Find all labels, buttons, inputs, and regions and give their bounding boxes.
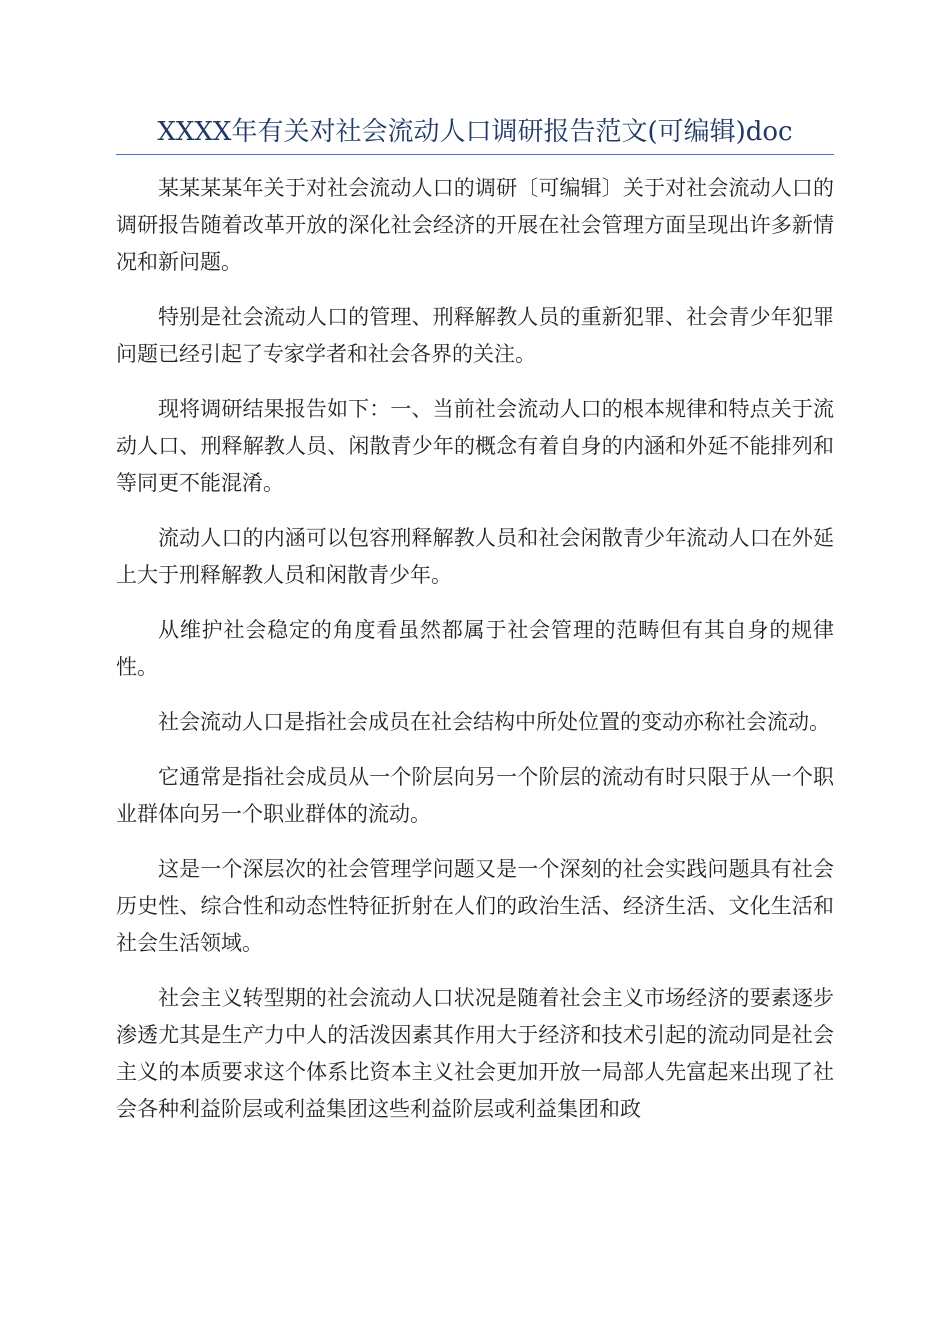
paragraph-4: 流动人口的内涵可以包容刑释解教人员和社会闲散青少年流动人口在外延上大于刑释解教人员和闲散青少年。 bbox=[116, 526, 834, 587]
paragraph-7: 它通常是指社会成员从一个阶层向另一个阶层的流动有时只限于从一个职业群体向另一个职业群体的流动。 bbox=[116, 765, 834, 826]
title-underline bbox=[116, 154, 834, 155]
paragraph-1: 某某某某年关于对社会流动人口的调研〔可编辑〕关于对社会流动人口的调研报告随着改革开放的深化社会经济的开展在社会管理方面呈现出许多新情况和新问题。 bbox=[116, 176, 834, 274]
paragraph-5: 从维护社会稳定的角度看虽然都属于社会管理的范畴但有其自身的规律性。 bbox=[116, 618, 834, 679]
paragraph-8: 这是一个深层次的社会管理学问题又是一个深刻的社会实践问题具有社会历史性、综合性和动态性特征折射在人们的政治生活、经济生活、文化生活和社会生活领域。 bbox=[116, 857, 834, 955]
paragraph-2: 特别是社会流动人口的管理、刑释解教人员的重新犯罪、社会青少年犯罪问题已经引起了专家学者和社会各界的关注。 bbox=[116, 305, 834, 366]
document-body bbox=[116, 170, 834, 1146]
paragraph-6: 社会流动人口是指社会成员在社会结构中所处位置的变动亦称社会流动。 bbox=[158, 710, 830, 734]
paragraph-9: 社会主义转型期的社会流动人口状况是随着社会主义市场经济的要素逐步渗透尤其是生产力中人的活泼因素其作用大于经济和技术引起的流动同是社会主义的本质要求这个体系比资本主义社会更加开放一局部人先富起来出现了社会各种利益阶层或利益集团这些利益阶层或利益集团和政 bbox=[116, 986, 834, 1121]
paragraph-3: 现将调研结果报告如下：一、当前社会流动人口的根本规律和特点关于流动人口、刑释解教人员、闲散青少年的概念有着自身的内涵和外延不能排列和等同更不能混淆。 bbox=[116, 397, 834, 495]
document-title: XXXX年有关对社会流动人口调研报告范文(可编辑)doc bbox=[157, 117, 793, 147]
